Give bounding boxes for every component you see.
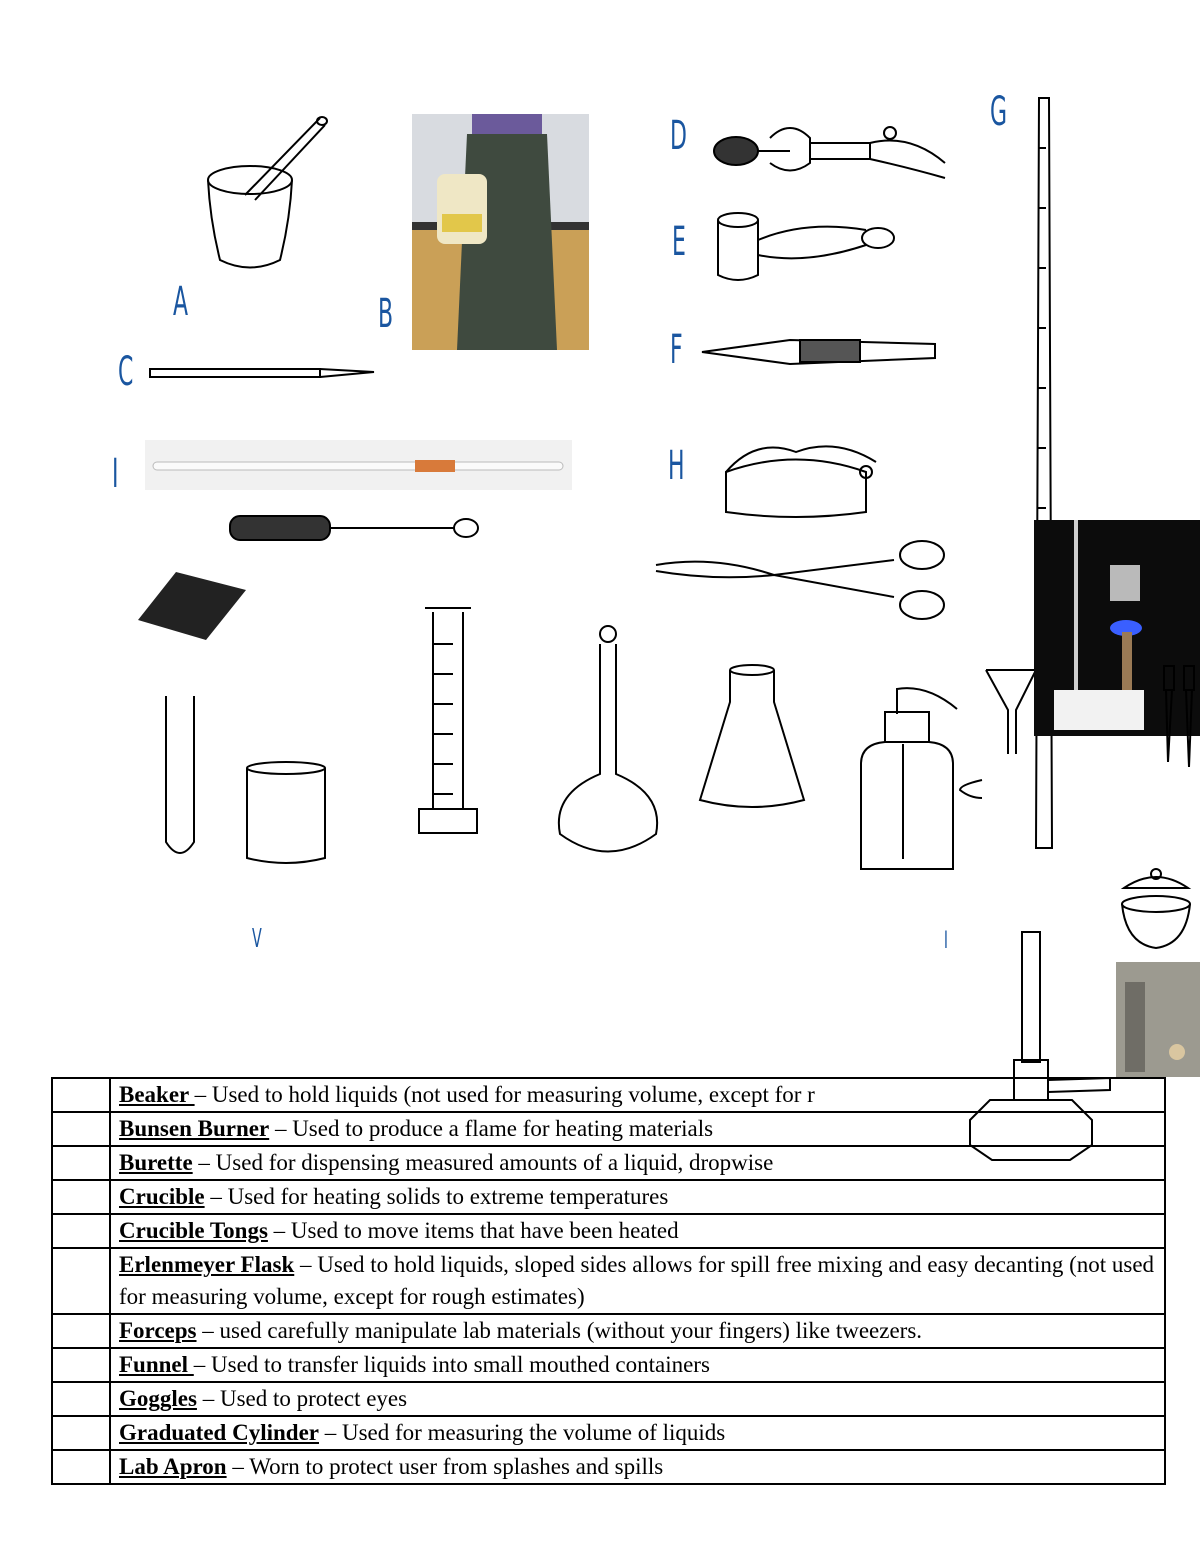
goggles-drawing	[716, 432, 886, 527]
room-photo	[1115, 962, 1200, 1077]
term-description: Used to hold liquids (not used for measuring volume, except for r	[211, 1082, 815, 1107]
answer-cell[interactable]	[52, 1348, 110, 1382]
label-bottom-right: I	[944, 926, 948, 954]
label-f: F	[670, 327, 683, 373]
label-g: G	[990, 89, 1008, 135]
clamp-drawing	[710, 118, 952, 184]
label-d: D	[670, 113, 687, 159]
table-row	[52, 1248, 1165, 1314]
term-separator: –	[269, 1116, 293, 1141]
definitions-table	[51, 1077, 1166, 1485]
answer-cell[interactable]	[52, 1112, 110, 1146]
answer-cell[interactable]	[52, 1180, 110, 1214]
definition-cell	[110, 1248, 1165, 1314]
graduated-cylinder-drawing	[415, 604, 481, 836]
answer-cell[interactable]	[52, 1146, 110, 1180]
table-row	[52, 1112, 1165, 1146]
label-e: E	[672, 219, 686, 265]
term-description: Used to protect eyes	[219, 1386, 408, 1411]
term-name: Crucible Tongs	[119, 1218, 268, 1243]
definition-cell	[110, 1450, 1165, 1484]
test-tube-brush-drawing	[226, 510, 486, 546]
term-separator: –	[267, 1218, 291, 1243]
wash-bottle-drawing	[857, 684, 961, 876]
term-name: Funnel	[119, 1352, 194, 1377]
funnel-drawing	[984, 660, 1040, 756]
term-description: Used to transfer liquids into small mouthed containers	[211, 1352, 710, 1377]
wire-gauze-drawing	[136, 570, 248, 642]
term-description: Used to produce a flame for heating materials	[292, 1116, 714, 1141]
erlenmeyer-flask-drawing	[696, 662, 808, 812]
definition-cell	[110, 1112, 1165, 1146]
term-name: Goggles	[119, 1386, 197, 1411]
test-tube-drawing	[160, 692, 200, 864]
definition-cell	[110, 1146, 1165, 1180]
label-bottom-left: V	[252, 924, 262, 954]
table-row	[52, 1078, 1165, 1112]
label-b: B	[378, 291, 394, 337]
term-name: Forceps	[119, 1318, 197, 1343]
mortar-pestle-drawing	[200, 110, 330, 275]
term-name: Bunsen Burner	[119, 1116, 270, 1141]
term-separator: –	[196, 1386, 220, 1411]
volumetric-flask-drawing	[550, 624, 666, 864]
term-name: Erlenmeyer Flask	[119, 1252, 295, 1277]
watch-glass-drawing	[958, 750, 984, 810]
table-row	[52, 1214, 1165, 1248]
definition-cell	[110, 1382, 1165, 1416]
crucible-tongs-drawing	[654, 535, 966, 631]
term-separator: –	[193, 1352, 212, 1377]
label-c: C	[118, 349, 134, 395]
droppers-drawing	[1158, 662, 1200, 772]
term-separator: –	[192, 1150, 216, 1175]
definition-cell	[110, 1214, 1165, 1248]
term-separator: –	[318, 1420, 342, 1445]
forceps-drawing	[700, 332, 942, 372]
table-row	[52, 1348, 1165, 1382]
answer-cell[interactable]	[52, 1314, 110, 1348]
table-row	[52, 1146, 1165, 1180]
definition-cell	[110, 1180, 1165, 1214]
pipette-photo	[145, 440, 572, 490]
term-description: Used to move items that have been heated	[290, 1218, 679, 1243]
term-description: Used for heating solids to extreme temperatures	[227, 1184, 669, 1209]
label-i: I	[112, 451, 119, 497]
definition-cell	[110, 1314, 1165, 1348]
answer-cell[interactable]	[52, 1416, 110, 1450]
term-description: used carefully manipulate lab materials (without your fingers) like tweezers.	[219, 1318, 923, 1343]
term-description: Used for dispensing measured amounts of a liquid, dropwise	[215, 1150, 774, 1175]
table-row	[52, 1382, 1165, 1416]
term-description: Worn to protect user from splashes and spills	[249, 1454, 664, 1479]
answer-cell[interactable]	[52, 1248, 110, 1314]
answer-cell[interactable]	[52, 1078, 110, 1112]
term-separator: –	[294, 1252, 318, 1277]
label-h: H	[668, 443, 685, 489]
term-description: Used to hold liquids, sloped sides allows for spill free mixing and easy decanting (not used for measuring volume, except for rough estimates)	[119, 1252, 1155, 1309]
stirring-rod-drawing	[148, 366, 378, 382]
term-separator: –	[204, 1184, 228, 1209]
term-separator: –	[226, 1454, 250, 1479]
term-separator: –	[194, 1082, 212, 1107]
table-row	[52, 1180, 1165, 1214]
term-name: Burette	[119, 1150, 193, 1175]
term-separator: –	[196, 1318, 220, 1343]
definition-cell	[110, 1348, 1165, 1382]
term-description: Used for measuring the volume of liquids	[341, 1420, 726, 1445]
term-name: Lab Apron	[119, 1454, 227, 1479]
table-row	[52, 1416, 1165, 1450]
label-a: A	[173, 279, 189, 325]
answer-cell[interactable]	[52, 1382, 110, 1416]
answer-cell[interactable]	[52, 1450, 110, 1484]
term-name: Graduated Cylinder	[119, 1420, 319, 1445]
definition-cell	[110, 1416, 1165, 1450]
lab-apron-photo	[412, 114, 589, 350]
table-row	[52, 1314, 1165, 1348]
beaker-drawing	[243, 760, 329, 866]
table-row	[52, 1450, 1165, 1484]
crucible-drawing	[1118, 856, 1194, 952]
definition-cell	[110, 1078, 1165, 1112]
term-name: Beaker	[119, 1082, 195, 1107]
answer-cell[interactable]	[52, 1214, 110, 1248]
test-tube-holder-drawing	[716, 210, 900, 290]
term-name: Crucible	[119, 1184, 205, 1209]
